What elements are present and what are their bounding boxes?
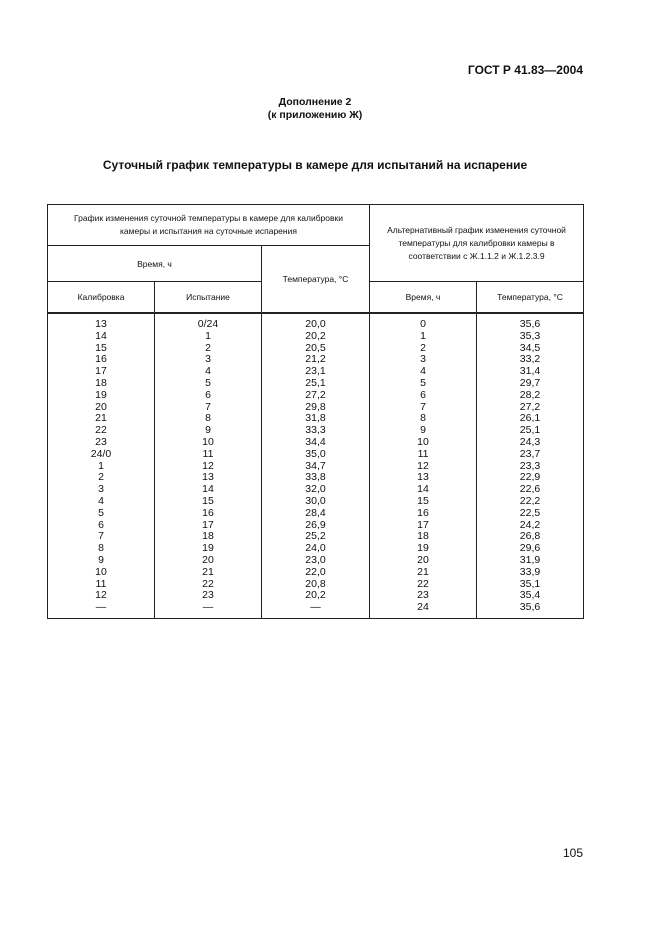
- table-row: [48, 449, 584, 461]
- alt-temperature-cell: 28,2: [477, 390, 584, 402]
- alt-time-cell: 5: [370, 378, 477, 390]
- alt-time-cell: 2: [370, 343, 477, 355]
- test-cell: 4: [155, 366, 262, 378]
- table-row: [48, 437, 584, 449]
- temperature-cell: 33,3: [262, 425, 370, 437]
- table-row: [48, 602, 584, 618]
- table-row: [48, 555, 584, 567]
- alt-time-cell: 17: [370, 520, 477, 532]
- alt-time-cell: 0: [370, 313, 477, 331]
- test-cell: 12: [155, 461, 262, 473]
- calibration-cell: 22: [48, 425, 155, 437]
- alt-temperature-cell: 22,5: [477, 508, 584, 520]
- temperature-cell: 20,8: [262, 579, 370, 591]
- temperature-cell: 34,7: [262, 461, 370, 473]
- col-calibration-header: Калибровка: [48, 282, 155, 314]
- calibration-cell: 17: [48, 366, 155, 378]
- calibration-cell: 24/0: [48, 449, 155, 461]
- temperature-cell: 27,2: [262, 390, 370, 402]
- alt-temperature-cell: 34,5: [477, 343, 584, 355]
- alt-time-cell: 24: [370, 602, 477, 618]
- alt-time-cell: 3: [370, 354, 477, 366]
- calibration-cell: 21: [48, 413, 155, 425]
- test-cell: 10: [155, 437, 262, 449]
- alt-time-cell: 21: [370, 567, 477, 579]
- temperature-cell: 34,4: [262, 437, 370, 449]
- alt-temperature-cell: 35,3: [477, 331, 584, 343]
- test-cell: 21: [155, 567, 262, 579]
- table-row: [48, 331, 584, 343]
- test-cell: 0/24: [155, 313, 262, 331]
- supplement-line2: (к приложению Ж): [267, 109, 363, 121]
- calibration-cell: 19: [48, 390, 155, 402]
- table-row: [48, 508, 584, 520]
- test-cell: 7: [155, 402, 262, 414]
- table-row: [48, 567, 584, 579]
- calibration-cell: 15: [48, 343, 155, 355]
- test-cell: 17: [155, 520, 262, 532]
- temperature-cell: 33,8: [262, 472, 370, 484]
- alt-temperature-cell: 22,2: [477, 496, 584, 508]
- alt-time-cell: 4: [370, 366, 477, 378]
- alt-temperature-cell: 33,9: [477, 567, 584, 579]
- standard-code: ГОСТ Р 41.83—2004: [467, 63, 583, 77]
- alt-time-cell: 20: [370, 555, 477, 567]
- alt-time-cell: 9: [370, 425, 477, 437]
- test-cell: 14: [155, 484, 262, 496]
- alt-time-cell: 15: [370, 496, 477, 508]
- calibration-cell: 6: [48, 520, 155, 532]
- alt-temperature-cell: 23,3: [477, 461, 584, 473]
- temperature-cell: 28,4: [262, 508, 370, 520]
- calibration-cell: 12: [48, 590, 155, 602]
- alt-time-cell: 11: [370, 449, 477, 461]
- page-number: 105: [562, 846, 583, 860]
- temperature-cell: 25,2: [262, 531, 370, 543]
- supplement-title: [0, 96, 630, 122]
- calibration-cell: 3: [48, 484, 155, 496]
- alt-temperature-cell: 33,2: [477, 354, 584, 366]
- calibration-cell: 2: [48, 472, 155, 484]
- temp-header: Температура, °С: [262, 246, 370, 314]
- group2-header: Альтернативный график изменения суточной температуры для калибровки камеры в соответствии с Ж.1.1.2 и Ж.1.2.3.9: [370, 205, 584, 282]
- calibration-cell: 23: [48, 437, 155, 449]
- test-cell: 6: [155, 390, 262, 402]
- col-test-header: Испытание: [155, 282, 262, 314]
- alt-temperature-cell: 31,4: [477, 366, 584, 378]
- alt-temperature-cell: 26,1: [477, 413, 584, 425]
- temperature-cell: 20,2: [262, 331, 370, 343]
- alt-temperature-cell: 35,1: [477, 579, 584, 591]
- calibration-cell: 18: [48, 378, 155, 390]
- temperature-cell: 25,1: [262, 378, 370, 390]
- test-cell: —: [155, 602, 262, 618]
- temperature-cell: 24,0: [262, 543, 370, 555]
- supplement-line1: Дополнение 2: [278, 96, 352, 108]
- alt-temperature-cell: 24,2: [477, 520, 584, 532]
- alt-temperature-cell: 23,7: [477, 449, 584, 461]
- calibration-cell: 7: [48, 531, 155, 543]
- calibration-cell: 5: [48, 508, 155, 520]
- temperature-cell: —: [262, 602, 370, 618]
- temperature-cell: 30,0: [262, 496, 370, 508]
- alt-time-cell: 19: [370, 543, 477, 555]
- calibration-cell: 16: [48, 354, 155, 366]
- alt-time-cell: 1: [370, 331, 477, 343]
- table-row: [48, 496, 584, 508]
- alt-temperature-cell: 35,4: [477, 590, 584, 602]
- temperature-cell: 23,1: [262, 366, 370, 378]
- test-cell: 16: [155, 508, 262, 520]
- temperature-cell: 21,2: [262, 354, 370, 366]
- alt-temperature-cell: 25,1: [477, 425, 584, 437]
- test-cell: 23: [155, 590, 262, 602]
- alt-temperature-cell: 35,6: [477, 313, 584, 331]
- calibration-cell: —: [48, 602, 155, 618]
- alt-time-cell: 8: [370, 413, 477, 425]
- alt-time-cell: 18: [370, 531, 477, 543]
- temperature-cell: 32,0: [262, 484, 370, 496]
- test-cell: 2: [155, 343, 262, 355]
- test-cell: 5: [155, 378, 262, 390]
- alt-temperature-cell: 29,6: [477, 543, 584, 555]
- alt-time-cell: 7: [370, 402, 477, 414]
- alt-time-cell: 10: [370, 437, 477, 449]
- alt-time-cell: 22: [370, 579, 477, 591]
- calibration-cell: 9: [48, 555, 155, 567]
- test-cell: 22: [155, 579, 262, 591]
- temperature-table: [47, 204, 584, 619]
- test-cell: 18: [155, 531, 262, 543]
- table-body: [48, 313, 584, 618]
- alt-time-cell: 6: [370, 390, 477, 402]
- temperature-cell: 23,0: [262, 555, 370, 567]
- calibration-cell: 1: [48, 461, 155, 473]
- test-cell: 19: [155, 543, 262, 555]
- temperature-cell: 29,8: [262, 402, 370, 414]
- temperature-cell: 35,0: [262, 449, 370, 461]
- calibration-cell: 4: [48, 496, 155, 508]
- temperature-cell: 20,2: [262, 590, 370, 602]
- test-cell: 11: [155, 449, 262, 461]
- alt-temperature-cell: 26,8: [477, 531, 584, 543]
- group1-header: График изменения суточной температуры в камере для калибровки камеры и испытания на суточные испарения: [48, 205, 370, 246]
- table-row: [48, 390, 584, 402]
- alt-temperature-cell: 27,2: [477, 402, 584, 414]
- table-row: [48, 378, 584, 390]
- alt-temperature-cell: 31,9: [477, 555, 584, 567]
- temperature-cell: 20,5: [262, 343, 370, 355]
- table-title: Суточный график температуры в камере для испытаний на испарение: [102, 158, 528, 172]
- col-alt-time-header: Время, ч: [370, 282, 477, 314]
- test-cell: 20: [155, 555, 262, 567]
- alt-time-cell: 13: [370, 472, 477, 484]
- temperature-cell: 31,8: [262, 413, 370, 425]
- alt-temperature-cell: 22,9: [477, 472, 584, 484]
- temperature-cell: 22,0: [262, 567, 370, 579]
- calibration-cell: 10: [48, 567, 155, 579]
- test-cell: 1: [155, 331, 262, 343]
- alt-temperature-cell: 22,6: [477, 484, 584, 496]
- calibration-cell: 14: [48, 331, 155, 343]
- test-cell: 13: [155, 472, 262, 484]
- time-header: Время, ч: [48, 246, 262, 282]
- col-alt-temp-header: Температура, °С: [477, 282, 584, 314]
- calibration-cell: 11: [48, 579, 155, 591]
- test-cell: 8: [155, 413, 262, 425]
- temperature-cell: 26,9: [262, 520, 370, 532]
- calibration-cell: 8: [48, 543, 155, 555]
- calibration-cell: 13: [48, 313, 155, 331]
- table-row: [48, 313, 584, 331]
- alt-temperature-cell: 29,7: [477, 378, 584, 390]
- alt-time-cell: 14: [370, 484, 477, 496]
- test-cell: 3: [155, 354, 262, 366]
- temperature-cell: 20,0: [262, 313, 370, 331]
- alt-temperature-cell: 24,3: [477, 437, 584, 449]
- test-cell: 15: [155, 496, 262, 508]
- alt-temperature-cell: 35,6: [477, 602, 584, 618]
- test-cell: 9: [155, 425, 262, 437]
- alt-time-cell: 16: [370, 508, 477, 520]
- calibration-cell: 20: [48, 402, 155, 414]
- alt-time-cell: 23: [370, 590, 477, 602]
- alt-time-cell: 12: [370, 461, 477, 473]
